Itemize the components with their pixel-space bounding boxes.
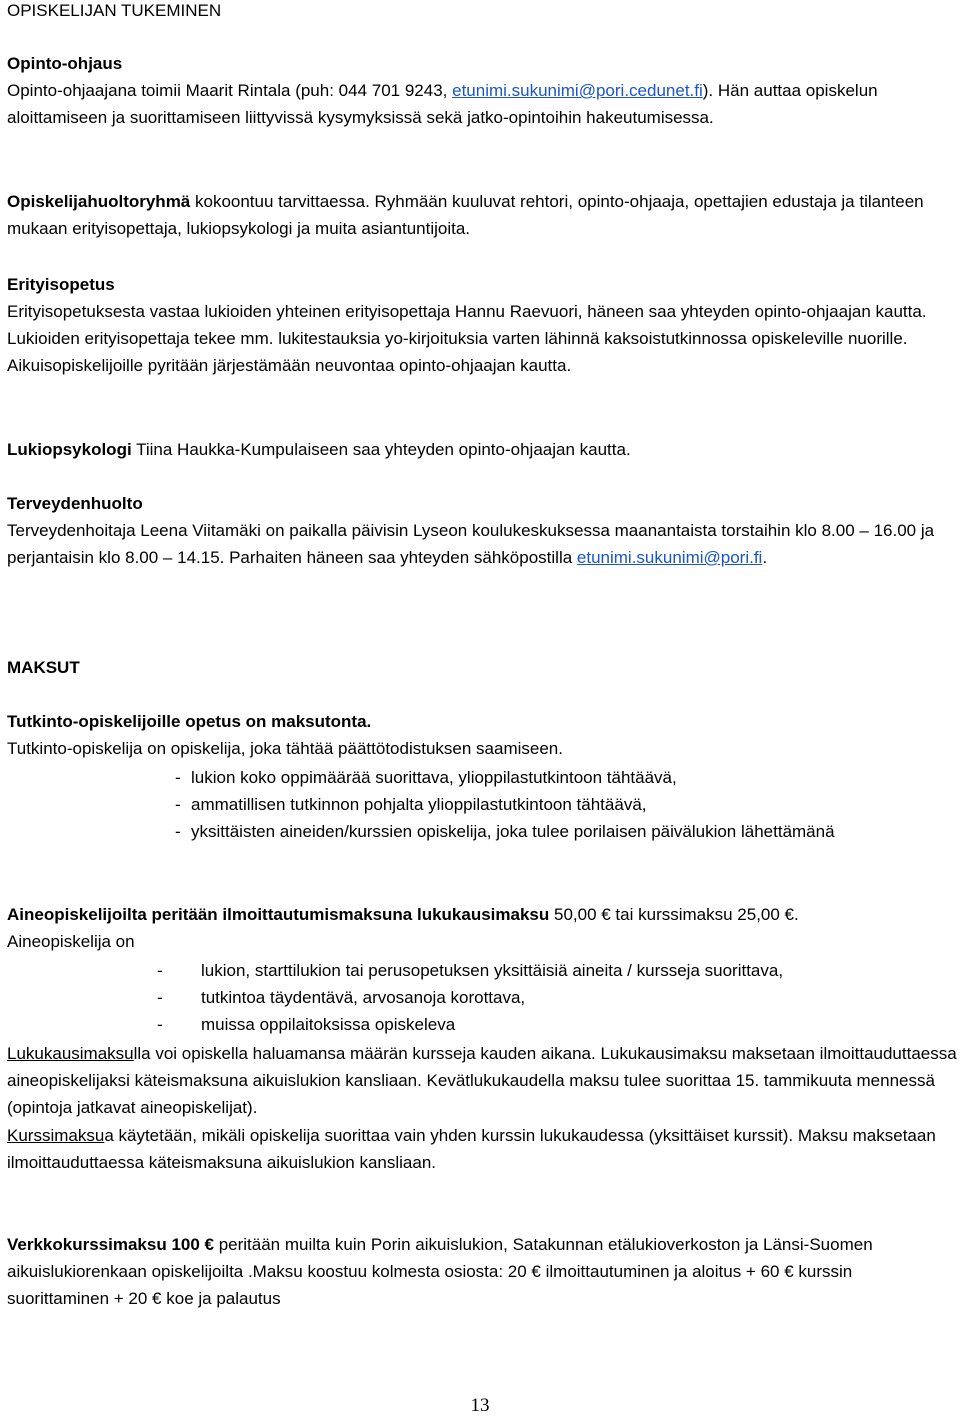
huolto-text: kokoontuu tarvittaessa. Ryhmään kuuluvat rehtori, opinto-ohjaaja, opettajien edustaja ja tilanteen mukaan erityisopettaja, lukiopsykologi ja muita asiantuntijoita. bbox=[7, 192, 924, 238]
lukukausi-text: lla voi opiskella haluamansa määrän kursseja kauden aikana. Lukukausimaksu maksetaan ilmoittauduttaessa aineopiskelijaksi käteismaksuna aikuislukion kansliaan. Kevätlukukaudella maksu tulee suorittaa 15. tammikuuta mennessä (opintoja jatkavat aineopiskelijat). bbox=[7, 1044, 957, 1117]
aine-title: Aineopiskelijoilta peritään ilmoittautumismaksuna lukukausimaksu bbox=[7, 905, 550, 924]
tutkinto-text: Tutkinto-opiskelija on opiskelija, joka tähtää päättötodistuksen saamiseen. bbox=[7, 739, 563, 758]
huolto-title: Opiskelijahuoltoryhmä bbox=[7, 192, 191, 211]
psyk-text: Tiina Haukka-Kumpulaiseen saa yhteyden opinto-ohjaajan kautta. bbox=[131, 440, 631, 459]
list-item-text: ammatillisen tutkinnon pohjalta ylioppilastutkintoon tähtäävä, bbox=[191, 795, 647, 814]
terveys-section bbox=[7, 490, 957, 571]
list-item: - lukion koko oppimäärää suorittava, ylioppilastutkintoon tähtäävä, bbox=[175, 768, 677, 787]
page-number: 13 bbox=[470, 1395, 490, 1416]
erityis-section bbox=[7, 271, 957, 379]
list-item-text: lukion koko oppimäärää suorittava, ylioppilastutkintoon tähtäävä, bbox=[191, 768, 677, 787]
page-heading: OPISKELIJAN TUKEMINEN bbox=[7, 1, 222, 20]
terveys-title: Terveydenhuolto bbox=[7, 494, 143, 513]
lukukausi-paragraph bbox=[7, 1040, 957, 1121]
lukukausi-term: Lukukausimaksu bbox=[7, 1044, 134, 1063]
list-item-text: tutkintoa täydentävä, arvosanoja korottava, bbox=[201, 988, 526, 1007]
list-item: - lukion, starttilukion tai perusopetuksen yksittäisiä aineita / kursseja suorittava, bbox=[157, 961, 784, 980]
list-item: - ammatillisen tutkinnon pohjalta ylioppilastutkintoon tähtäävä, bbox=[175, 795, 647, 814]
list-item: - yksittäisten aineiden/kurssien opiskelija, joka tulee porilaisen päivälukion lähettämänä bbox=[175, 822, 835, 841]
aine-paragraph bbox=[7, 901, 957, 928]
maksut-heading: MAKSUT bbox=[7, 658, 80, 677]
terveys-paragraph bbox=[7, 517, 957, 571]
psyk-title: Lukiopsykologi bbox=[7, 440, 132, 459]
list-item-text: muissa oppilaitoksissa opiskeleva bbox=[201, 1015, 456, 1034]
list-item: - muissa oppilaitoksissa opiskeleva bbox=[157, 1015, 456, 1034]
ohjaus-section bbox=[7, 50, 957, 131]
verkko-paragraph bbox=[7, 1231, 957, 1312]
ohjaus-text-2: ). Hän auttaa opiskelun aloittamiseen ja suorittamiseen liittyvissä kysymyksissä sekä jatko-opintoihin hakeutumisessa. bbox=[7, 81, 878, 127]
erityis-paragraph: Erityisopetuksesta vastaa lukioiden yhteinen erityisopettaja Hannu Raevuori, häneen saa yhteyden opinto-ohjaajan kautta. Lukioiden erityisopettaja tekee mm. lukitestauksia yo-kirjoituksia varten lähinnä kaksoistutkinnossa opiskeleville nuorille. Aikuisopiskelijoille pyritään järjestämään neuvontaa opinto-ohjaajan kautta. bbox=[7, 302, 927, 375]
terveys-email-link[interactable]: etunimi.sukunimi@pori.fi bbox=[576, 548, 763, 567]
terveys-text: Terveydenhoitaja Leena Viitamäki on paikalla päivisin Lyseon koulukeskuksessa maanantaista torstaihin klo 8.00 – 16.00 ja perjantaisin klo 8.00 – 14.15. Parhaiten häneen saa yhteyden sähköpostilla bbox=[7, 521, 935, 567]
tutkinto-list bbox=[175, 764, 955, 845]
tutkinto-title: Tutkinto-opiskelijoille opetus on maksutonta. bbox=[7, 712, 372, 731]
kurssi-paragraph bbox=[7, 1122, 957, 1176]
psyk-section bbox=[7, 436, 957, 463]
list-item-text: yksittäisten aineiden/kurssien opiskelija, joka tulee porilaisen päivälukion lähettämänä bbox=[191, 822, 835, 841]
list-item: - tutkintoa täydentävä, arvosanoja korottava, bbox=[157, 988, 526, 1007]
erityis-title: Erityisopetus bbox=[7, 275, 115, 294]
list-item-text: lukion, starttilukion tai perusopetuksen yksittäisiä aineita / kursseja suorittava, bbox=[201, 961, 784, 980]
verkko-title: Verkkokurssimaksu 100 € bbox=[7, 1235, 214, 1254]
ohjaus-email-link[interactable]: etunimi.sukunimi@pori.cedunet.fi bbox=[452, 81, 703, 100]
aine-intro: Aineopiskelija on bbox=[7, 932, 135, 951]
ohjaus-title: Opinto-ohjaus bbox=[7, 54, 123, 73]
aine-section bbox=[7, 901, 957, 955]
aine-text: 50,00 € tai kurssimaksu 25,00 €. bbox=[549, 905, 799, 924]
tutkinto-section bbox=[7, 708, 957, 762]
kurssi-text: a käytetään, mikäli opiskelija suorittaa vain yhden kurssin lukukaudessa (yksittäiset kurssit). Maksu maksetaan ilmoittauduttaessa käteismaksuna aikuislukion kansliaan. bbox=[7, 1126, 936, 1172]
ohjaus-paragraph bbox=[7, 77, 957, 131]
kurssi-term: Kurssimaksu bbox=[7, 1126, 105, 1145]
terveys-end: . bbox=[762, 548, 768, 567]
huolto-section bbox=[7, 188, 957, 242]
aine-list bbox=[157, 957, 957, 1038]
verkko-text: peritään muilta kuin Porin aikuislukion, Satakunnan etälukioverkoston ja Länsi-Suomen aikuislukiorenkaan opiskelijoilta .Maksu koostuu kolmesta osiosta: 20 € ilmoittautuminen ja aloitus + 60 € kurssin suorittaminen + 20 € koe ja palautus bbox=[7, 1235, 873, 1308]
ohjaus-text-1: Opinto-ohjaajana toimii Maarit Rintala (puh: 044 701 9243, bbox=[7, 81, 453, 100]
